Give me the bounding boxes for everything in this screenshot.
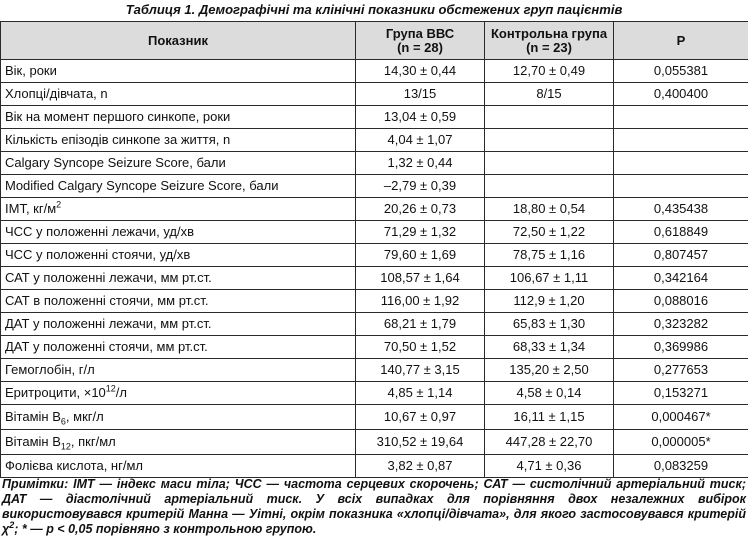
- indicator-superscript: 12: [105, 383, 116, 394]
- cell-indicator: [1, 198, 356, 221]
- cell-p-value: [614, 129, 748, 152]
- cell-indicator: [1, 430, 356, 455]
- indicator-label: Вік, роки: [5, 63, 57, 78]
- cell-p-value: [614, 106, 748, 129]
- header-group-main-line1: Група ВВС: [385, 25, 455, 41]
- indicator-unit: /л: [115, 385, 127, 400]
- header-group-control-line1: Контрольна група: [490, 25, 608, 41]
- header-indicator: Показник: [1, 22, 356, 60]
- table-caption: Таблиця 1. Демографічні та клінічні показники обстежених груп пацієнтів: [125, 2, 623, 17]
- cell-group-main: 1,32 ± 0,44: [356, 152, 485, 175]
- notes-text-1: Примітки: ІМТ — індекс маси тіла; ЧСС — частота серцевих скорочень; САТ — систолічний артеріальний тиск; ДАТ — діастолічний артеріальний тиск. У всіх випадках для порівняння двох незалежних вибірок використовувався критерій Манна — Уітні, окрім показника «хлопці/дівчата», для якого застосовувався критерій χ: [2, 477, 746, 536]
- header-group-control: [485, 22, 614, 60]
- cell-group-control: 65,83 ± 1,30: [485, 313, 614, 336]
- cell-group-control: 18,80 ± 0,54: [485, 198, 614, 221]
- cell-indicator: [1, 175, 356, 198]
- indicator-label: САТ в положенні стоячи, мм рт.ст.: [5, 293, 209, 308]
- table-row: [1, 382, 748, 405]
- table-row: [1, 405, 748, 430]
- cell-indicator: [1, 152, 356, 175]
- indicator-label: Фолієва кислота, нг/мл: [5, 458, 143, 473]
- cell-p-value: 0,369986: [614, 336, 748, 359]
- cell-indicator: [1, 221, 356, 244]
- cell-indicator: [1, 129, 356, 152]
- indicator-label: Вік на момент першого синкопе, роки: [5, 109, 231, 124]
- cell-group-main: 4,04 ± 1,07: [356, 129, 485, 152]
- cell-indicator: [1, 313, 356, 336]
- cell-p-value: [614, 175, 748, 198]
- cell-group-control: 72,50 ± 1,22: [485, 221, 614, 244]
- cell-p-value: 0,277653: [614, 359, 748, 382]
- table-row: [1, 336, 748, 359]
- indicator-unit: , пкг/мл: [70, 434, 116, 449]
- cell-group-main: 4,85 ± 1,14: [356, 382, 485, 405]
- cell-group-control: 4,71 ± 0,36: [485, 455, 614, 478]
- cell-p-value: 0,342164: [614, 267, 748, 290]
- table-header-row: [1, 22, 748, 60]
- indicator-label: Calgary Syncope Seizure Score, бали: [5, 155, 226, 170]
- cell-group-main: 68,21 ± 1,79: [356, 313, 485, 336]
- cell-group-main: 116,00 ± 1,92: [356, 290, 485, 313]
- indicator-label: Modified Calgary Syncope Seizure Score, бали: [5, 178, 279, 193]
- cell-p-value: 0,055381: [614, 60, 748, 83]
- cell-p-value: 0,400400: [614, 83, 748, 106]
- table-row: [1, 152, 748, 175]
- indicator-label: Вітамін B: [5, 434, 61, 449]
- cell-group-control: [485, 106, 614, 129]
- cell-indicator: [1, 60, 356, 83]
- cell-group-control: [485, 152, 614, 175]
- cell-p-value: [614, 152, 748, 175]
- table-row: [1, 267, 748, 290]
- cell-group-control: 135,20 ± 2,50: [485, 359, 614, 382]
- cell-group-main: 20,26 ± 0,73: [356, 198, 485, 221]
- cell-group-main: –2,79 ± 0,39: [356, 175, 485, 198]
- indicator-subscript: 12: [60, 441, 71, 452]
- cell-p-value: 0,807457: [614, 244, 748, 267]
- cell-group-control: 106,67 ± 1,11: [485, 267, 614, 290]
- indicator-label: Кількість епізодів синкопе за життя, n: [5, 132, 231, 147]
- table-notes: [2, 477, 746, 537]
- table-row: [1, 198, 748, 221]
- table-row: [1, 313, 748, 336]
- cell-group-control: 12,70 ± 0,49: [485, 60, 614, 83]
- table-row: [1, 359, 748, 382]
- cell-group-control: 78,75 ± 1,16: [485, 244, 614, 267]
- cell-p-value: 0,435438: [614, 198, 748, 221]
- indicator-label: ІМТ, кг/м: [5, 201, 57, 216]
- cell-p-value: 0,618849: [614, 221, 748, 244]
- cell-group-control: 68,33 ± 1,34: [485, 336, 614, 359]
- cell-p-value: 0,088016: [614, 290, 748, 313]
- cell-p-value: 0,153271: [614, 382, 748, 405]
- cell-p-value: 0,083259: [614, 455, 748, 478]
- cell-group-main: 108,57 ± 1,64: [356, 267, 485, 290]
- indicator-label: Хлопці/дівчата, n: [5, 86, 108, 101]
- cell-indicator: [1, 336, 356, 359]
- header-group-main: [356, 22, 485, 60]
- table-row: [1, 175, 748, 198]
- indicator-label: Гемоглобін, г/л: [5, 362, 95, 377]
- indicator-label: Еритроцити, ×10: [5, 385, 106, 400]
- cell-group-main: 14,30 ± 0,44: [356, 60, 485, 83]
- table-row: [1, 221, 748, 244]
- indicator-label: ЧСС у положенні лежачи, уд/хв: [5, 224, 194, 239]
- cell-group-control: [485, 129, 614, 152]
- table-row: [1, 83, 748, 106]
- cell-group-control: [485, 175, 614, 198]
- table-body: [1, 60, 748, 478]
- table-row: [1, 106, 748, 129]
- table-row: [1, 290, 748, 313]
- cell-group-main: 310,52 ± 19,64: [356, 430, 485, 455]
- cell-indicator: [1, 290, 356, 313]
- cell-p-value: 0,323282: [614, 313, 748, 336]
- cell-indicator: [1, 83, 356, 106]
- cell-indicator: [1, 106, 356, 129]
- header-p: P: [614, 22, 748, 60]
- indicator-label: Вітамін B: [5, 409, 61, 424]
- cell-group-control: 447,28 ± 22,70: [485, 430, 614, 455]
- cell-p-value: 0,000005*: [614, 430, 748, 455]
- indicator-unit: , мкг/л: [65, 409, 104, 424]
- cell-group-main: 140,77 ± 3,15: [356, 359, 485, 382]
- indicator-label: ЧСС у положенні стоячи, уд/хв: [5, 247, 191, 262]
- cell-p-value: 0,000467*: [614, 405, 748, 430]
- cell-indicator: [1, 359, 356, 382]
- indicator-subscript: 6: [60, 416, 66, 427]
- cell-group-control: 4,58 ± 0,14: [485, 382, 614, 405]
- table-row: [1, 455, 748, 478]
- indicator-label: ДАТ у положенні стоячи, мм рт.ст.: [5, 339, 208, 354]
- notes-chi-square-sup: 2: [9, 519, 15, 530]
- cell-group-control: 8/15: [485, 83, 614, 106]
- header-group-main-line2: (n = 28): [397, 39, 443, 55]
- table-row: [1, 244, 748, 267]
- cell-indicator: [1, 244, 356, 267]
- cell-group-control: 16,11 ± 1,15: [485, 405, 614, 430]
- table-row: [1, 129, 748, 152]
- cell-group-main: 13/15: [356, 83, 485, 106]
- cell-group-main: 71,29 ± 1,32: [356, 221, 485, 244]
- data-table: [0, 21, 748, 478]
- table-row: [1, 60, 748, 83]
- cell-group-main: 10,67 ± 0,97: [356, 405, 485, 430]
- indicator-label: ДАТ у положенні лежачи, мм рт.ст.: [5, 316, 212, 331]
- cell-group-main: 3,82 ± 0,87: [356, 455, 485, 478]
- header-group-control-line2: (n = 23): [526, 39, 572, 55]
- notes-text-2: ; * — p < 0,05 порівняно з контрольною групою.: [14, 522, 317, 536]
- cell-group-control: 112,9 ± 1,20: [485, 290, 614, 313]
- indicator-superscript: 2: [56, 199, 62, 210]
- cell-group-main: 70,50 ± 1,52: [356, 336, 485, 359]
- cell-group-main: 79,60 ± 1,69: [356, 244, 485, 267]
- cell-indicator: [1, 267, 356, 290]
- cell-indicator: [1, 455, 356, 478]
- indicator-label: САТ у положенні лежачи, мм рт.ст.: [5, 270, 212, 285]
- cell-group-main: 13,04 ± 0,59: [356, 106, 485, 129]
- cell-indicator: [1, 382, 356, 405]
- cell-indicator: [1, 405, 356, 430]
- table-row: [1, 430, 748, 455]
